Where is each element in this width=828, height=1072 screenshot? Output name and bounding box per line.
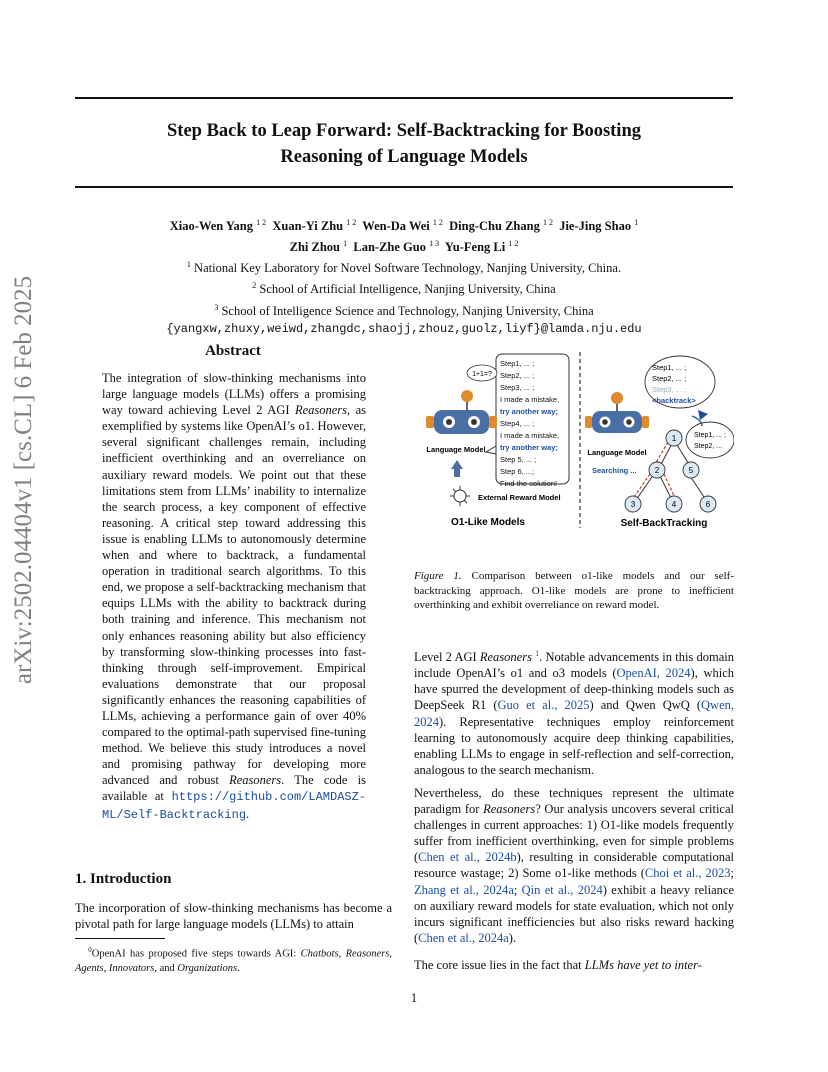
left-step: I made a mistake,	[500, 395, 560, 404]
right-panel-title: Self-BackTracking	[620, 518, 708, 529]
left-step: Step3, ... ;	[500, 383, 535, 392]
title-line-2: Reasoning of Language Models	[280, 147, 528, 167]
affiliation-2: $^2$ School of Artificial Intelligence, Nanjing University, China	[252, 281, 556, 297]
author-aff: 1 3	[429, 239, 440, 249]
left-panel-title: O1-Like Models	[451, 517, 525, 528]
left-step: Find the solution!	[500, 479, 558, 488]
tree-node-label: 2	[654, 466, 660, 475]
author-name: Wen-Da Wei	[362, 219, 430, 234]
arxiv-stamp	[4, 275, 44, 685]
title-line-1: Step Back to Leap Forward: Self-Backtracking for Boosting	[167, 121, 641, 141]
author-name: Xiao-Wen Yang	[169, 219, 254, 234]
cloud-step: Step1, ... ;	[694, 432, 726, 439]
caption-label: Figure 1.	[414, 570, 462, 582]
author-name: Xuan-Yi Zhu	[272, 219, 344, 234]
top-rule	[75, 97, 733, 99]
right-paragraph-3: The core issue lies in the fact that LLMs have yet to inter-	[414, 958, 702, 972]
robot-icon	[426, 390, 497, 434]
left-step: Step2, ... ;	[500, 371, 535, 380]
affiliation-3: $^3$ School of Intelligence Science and Technology, Nanjing University, China	[214, 302, 594, 318]
affiliation-1: $^1$ National Key Laboratory for Novel Software Technology, Nanjing University, China.	[186, 260, 622, 276]
reward-model-label: External Reward Model	[478, 493, 561, 502]
question-text: 1+1=?	[472, 371, 492, 378]
tree-node-label: 3	[630, 500, 636, 509]
citation-link[interactable]: OpenAI, 2024	[616, 666, 691, 681]
thought-cloud-1	[645, 356, 715, 408]
code-link[interactable]: https://github.com/LAMDASZ-ML/Self-Backtracking	[102, 790, 366, 822]
up-arrow-icon	[451, 460, 463, 469]
left-lm-label: Language Model	[426, 445, 486, 454]
abstract-heading: Abstract	[205, 343, 261, 359]
tree-node-label: 5	[688, 466, 694, 475]
title-bottom-rule	[75, 186, 733, 188]
footnote: $^0$OpenAI has proposed five steps towards AGI: Chatbots, Reasoners, Agents, Innovators, and Organizations.	[75, 946, 393, 974]
paper-title	[75, 118, 733, 170]
right-paragraph-1: Level 2 AGI Reasoners $^1$. Notable advancements in this domain include OpenAI’s o1 and o3 models (OpenAI, 2024), which have spurred the development of deep-thinking models such as DeepSeek R1 (Guo et al., 2025) and Qwen QwQ (Qwen, 2024). Representative techniques employ reinforcement learning to autonomously acquire deep thinking capabilities, enabling LLMs to engage in self-reflection and self-correction, analogous to the search mechanism.	[414, 649, 735, 777]
cloud-step: Step1, ... ;	[652, 363, 687, 372]
intro-heading: 1. Introduction	[75, 871, 172, 887]
citation-link[interactable]: Qwen, 2024	[414, 698, 735, 729]
author-emails: {yangxw,zhuxy,weiwd,zhangdc,shaojj,zhouz,guolz,liyf}@lamda.nju.edu	[166, 321, 642, 336]
author-aff: 1	[634, 218, 639, 227]
author-block	[75, 214, 733, 338]
left-step: I made a mistake,	[500, 431, 560, 440]
author-aff: 1 2	[432, 218, 443, 227]
cloud-step: Step2, ...	[694, 443, 723, 450]
footnote-ref[interactable]: 1	[535, 649, 540, 658]
citation-link[interactable]: Guo et al., 2025	[497, 698, 590, 713]
thought-cloud-2	[686, 422, 734, 458]
reward-model-icon	[450, 486, 470, 506]
left-step: Step 5, ... ;	[500, 455, 537, 464]
figure-1	[412, 348, 734, 534]
citation-link[interactable]: Qin et al., 2024	[521, 882, 603, 897]
footnote-rule	[75, 938, 165, 939]
right-paragraph-2: Nevertheless, do these techniques represent the ultimate paradigm for Reasoners? Our analysis uncovers several critical challenges in current approaches: 1) O1-like models frequently suffer from inefficient overthinking, even for simple problems (Chen et al., 2024b), resulting in considerable computational resource wastage; 2) Some o1-like methods (Choi et al., 2023; Zhang et al., 2024a; Qin et al., 2024) exhibit a heavy reliance on auxiliary reward models for state evaluation, which not only incurs significant inefficiencies but also risks reward hacking (Chen et al., 2024a).	[414, 786, 735, 945]
left-step: Step4, ... ;	[500, 419, 535, 428]
cloud-step: Step2, ... ;	[652, 374, 687, 383]
tree-node-label: 1	[671, 434, 677, 443]
right-lm-label: Language Model	[587, 448, 647, 457]
arxiv-stamp-text: arXiv:2502.04404v1 [cs.CL] 6 Feb 2025	[10, 275, 37, 685]
author-line-1	[75, 214, 733, 235]
left-step: Step1, ... ;	[500, 359, 535, 368]
author-aff: 1 2	[508, 239, 519, 249]
author-name: Zhi Zhou	[289, 240, 341, 255]
author-name: Lan-Zhe Guo	[353, 240, 426, 255]
author-name: Yu-Feng Li	[444, 240, 506, 255]
citation-link[interactable]: Zhang et al., 2024a	[414, 882, 514, 897]
backtrack-arrowhead-icon	[698, 410, 708, 420]
author-aff: 1 2	[542, 218, 553, 227]
author-aff: 1	[343, 239, 348, 249]
intro-text: The incorporation of slow-thinking mechanisms has become a pivotal path for large language models (LLMs) to attain	[75, 901, 392, 932]
author-name: Jie-Jing Shao	[559, 219, 632, 234]
left-step: try another way;	[500, 407, 558, 416]
cloud-backtrack: <backtrack>	[652, 396, 696, 405]
left-step: try another way;	[500, 443, 558, 452]
tree-node-label: 6	[705, 500, 711, 509]
up-arrow-shaft	[454, 469, 460, 477]
figure-caption: Figure 1. Comparison between o1-like models and our self-backtracking approach. O1-like models are prone to inefficient overthinking and exhibit overreliance on reward model.	[414, 570, 735, 611]
abstract-body: The integration of slow-thinking mechanisms into large language models (LLMs) offers a promising way toward achieving Level 2 AGI Reasoners, as exemplified by systems like OpenAI’s o1. However, several significant challenges remain, including inefficient overthinking and an overreliance on auxiliary reward models. We point out that these limitations stem from LLMs’ inability to internalize the search process, a key component of effective reasoning. A critical step toward addressing this issue is enabling LLMs to autonomously determine when and where to backtrack, a fundamental operation in traditional search algorithms. To this end, we propose a self-backtracking mechanism that equips LLMs with the ability to backtrack during both training and inference. This mechanism not only enhances reasoning ability but also efficiency by transforming slow-thinking processes into fast-thinking through self-improvement. Empirical evaluations demonstrate that our proposal significantly enhances the reasoning capabilities of LLMs, achieving a performance gain of over 40% compared to the optimal-path supervised fine-tuning method. We believe this study introduces a novel and promising pathway for developing more advanced and robust Reasoners. The code is available at https://github.com/LAMDASZ-ML/Self-Backtracking.	[102, 371, 366, 822]
tree-node-label: 4	[671, 500, 677, 509]
page-number: 1	[410, 991, 418, 1005]
robot-icon-right	[585, 392, 649, 433]
cloud-step: Step3, ... ;	[652, 385, 687, 394]
searching-label: Searching ...	[592, 466, 637, 475]
citation-link[interactable]: Choi et al., 2023	[644, 866, 731, 881]
bubble-tail	[486, 446, 496, 454]
citation-link[interactable]: Chen et al., 2024b	[418, 850, 517, 865]
author-name: Ding-Chu Zhang	[449, 219, 540, 234]
left-step: Step 6, ...;	[500, 467, 535, 476]
citation-link[interactable]: Chen et al., 2024a	[418, 930, 509, 945]
author-aff: 1 2	[256, 218, 267, 227]
author-aff: 1 2	[346, 218, 357, 227]
author-line-2	[75, 235, 733, 256]
